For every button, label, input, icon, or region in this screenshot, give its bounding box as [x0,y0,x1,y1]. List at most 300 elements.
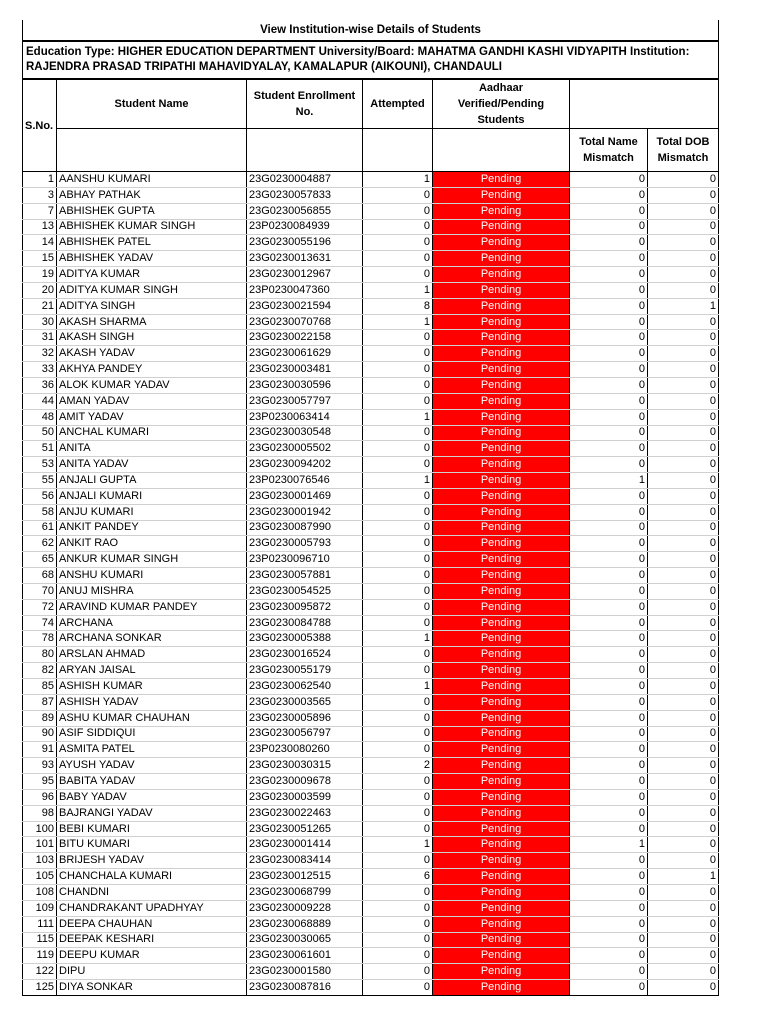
cell-sno: 98 [23,805,57,821]
cell-name-mismatch: 0 [570,647,648,663]
cell-student-name: ASHU KUMAR CHAUHAN [57,710,247,726]
cell-enrollment: 23G0230055179 [247,663,363,679]
cell-attempted: 0 [363,774,433,790]
table-row [23,267,719,283]
cell-sno: 70 [23,583,57,599]
table-row [23,837,719,853]
cell-name-mismatch: 0 [570,774,648,790]
cell-enrollment: 23G0230016524 [247,647,363,663]
cell-name-mismatch: 0 [570,980,648,996]
cell-dob-mismatch: 0 [648,504,719,520]
cell-attempted: 0 [363,663,433,679]
cell-enrollment: 23G0230057881 [247,568,363,584]
cell-attempted: 0 [363,583,433,599]
cell-sno: 55 [23,473,57,489]
table-row [23,805,719,821]
cell-sno: 19 [23,267,57,283]
cell-sno: 80 [23,647,57,663]
table-row [23,203,719,219]
cell-name-mismatch: 0 [570,457,648,473]
cell-student-name: ANKIT RAO [57,536,247,552]
cell-student-name: ANKUR KUMAR SINGH [57,552,247,568]
table-row [23,362,719,378]
cell-attempted: 0 [363,599,433,615]
cell-sno: 20 [23,282,57,298]
cell-name-mismatch: 0 [570,235,648,251]
status-badge: Pending [433,916,570,932]
cell-attempted: 1 [363,172,433,188]
header-blank-attempted [363,129,433,172]
status-badge: Pending [433,663,570,679]
cell-enrollment: 23G0230084788 [247,615,363,631]
cell-attempted: 0 [363,932,433,948]
cell-name-mismatch: 0 [570,758,648,774]
cell-attempted: 1 [363,473,433,489]
cell-dob-mismatch: 0 [648,964,719,980]
table-row [23,726,719,742]
cell-student-name: ASHISH YADAV [57,694,247,710]
cell-sno: 30 [23,314,57,330]
cell-student-name: BABITA YADAV [57,774,247,790]
cell-dob-mismatch: 0 [648,679,719,695]
cell-student-name: BABY YADAV [57,789,247,805]
cell-name-mismatch: 0 [570,172,648,188]
cell-attempted: 0 [363,330,433,346]
cell-enrollment: 23G0230012515 [247,869,363,885]
cell-name-mismatch: 0 [570,884,648,900]
table-row [23,504,719,520]
cell-attempted: 0 [363,916,433,932]
status-badge: Pending [433,488,570,504]
cell-name-mismatch: 0 [570,488,648,504]
cell-dob-mismatch: 0 [648,330,719,346]
status-badge: Pending [433,504,570,520]
cell-sno: 119 [23,948,57,964]
cell-enrollment: 23G0230030548 [247,425,363,441]
cell-sno: 103 [23,853,57,869]
cell-student-name: ABHISHEK KUMAR SINGH [57,219,247,235]
cell-attempted: 0 [363,884,433,900]
cell-sno: 14 [23,235,57,251]
cell-attempted: 0 [363,267,433,283]
cell-name-mismatch: 0 [570,932,648,948]
cell-attempted: 0 [363,726,433,742]
cell-student-name: CHANDRAKANT UPADHYAY [57,900,247,916]
table-row [23,409,719,425]
cell-enrollment: 23G0230001414 [247,837,363,853]
cell-dob-mismatch: 0 [648,520,719,536]
cell-attempted: 0 [363,980,433,996]
cell-name-mismatch: 0 [570,679,648,695]
cell-name-mismatch: 0 [570,663,648,679]
cell-student-name: ANJALI GUPTA [57,473,247,489]
cell-attempted: 1 [363,631,433,647]
cell-attempted: 0 [363,552,433,568]
cell-student-name: ARCHANA SONKAR [57,631,247,647]
header-blank-name [57,129,247,172]
student-table [22,20,719,996]
cell-attempted: 0 [363,853,433,869]
cell-attempted: 0 [363,203,433,219]
cell-name-mismatch: 0 [570,742,648,758]
cell-attempted: 0 [363,964,433,980]
table-row [23,552,719,568]
header-student-name: Student Name [57,79,247,129]
cell-student-name: ASIF SIDDIQUI [57,726,247,742]
table-row [23,346,719,362]
cell-attempted: 0 [363,377,433,393]
cell-dob-mismatch: 0 [648,457,719,473]
header-aadhaar: Aadhaar Verified/Pending Students [433,79,570,129]
table-row [23,377,719,393]
cell-attempted: 0 [363,393,433,409]
status-badge: Pending [433,172,570,188]
status-badge: Pending [433,298,570,314]
cell-attempted: 0 [363,346,433,362]
cell-attempted: 0 [363,694,433,710]
cell-dob-mismatch: 0 [648,710,719,726]
cell-enrollment: 23G0230055196 [247,235,363,251]
cell-sno: 74 [23,615,57,631]
status-badge: Pending [433,805,570,821]
cell-dob-mismatch: 0 [648,536,719,552]
cell-sno: 122 [23,964,57,980]
cell-attempted: 1 [363,679,433,695]
cell-attempted: 0 [363,504,433,520]
cell-attempted: 0 [363,536,433,552]
cell-name-mismatch: 0 [570,853,648,869]
cell-enrollment: 23G0230030315 [247,758,363,774]
cell-attempted: 0 [363,251,433,267]
cell-name-mismatch: 0 [570,536,648,552]
cell-dob-mismatch: 0 [648,837,719,853]
table-row [23,568,719,584]
cell-name-mismatch: 0 [570,789,648,805]
table-row [23,473,719,489]
cell-enrollment: 23G0230009678 [247,774,363,790]
table-row [23,488,719,504]
table-row [23,758,719,774]
table-row [23,457,719,473]
status-badge: Pending [433,425,570,441]
cell-sno: 7 [23,203,57,219]
cell-enrollment: 23G0230068889 [247,916,363,932]
status-badge: Pending [433,568,570,584]
cell-student-name: ANUJ MISHRA [57,583,247,599]
cell-sno: 1 [23,172,57,188]
cell-dob-mismatch: 0 [648,821,719,837]
cell-attempted: 0 [363,900,433,916]
cell-sno: 72 [23,599,57,615]
cell-enrollment: 23P0230047360 [247,282,363,298]
cell-sno: 82 [23,663,57,679]
cell-enrollment: 23G0230005793 [247,536,363,552]
cell-attempted: 0 [363,742,433,758]
cell-enrollment: 23G0230062540 [247,679,363,695]
cell-attempted: 0 [363,647,433,663]
header-sno: S.No. [23,79,57,172]
cell-student-name: ANSHU KUMARI [57,568,247,584]
table-row [23,282,719,298]
cell-sno: 78 [23,631,57,647]
cell-student-name: ASHISH KUMAR [57,679,247,695]
cell-name-mismatch: 0 [570,393,648,409]
cell-dob-mismatch: 0 [648,631,719,647]
cell-name-mismatch: 0 [570,948,648,964]
cell-dob-mismatch: 0 [648,267,719,283]
cell-name-mismatch: 0 [570,599,648,615]
status-badge: Pending [433,615,570,631]
cell-enrollment: 23G0230001469 [247,488,363,504]
cell-name-mismatch: 0 [570,520,648,536]
cell-name-mismatch: 0 [570,583,648,599]
cell-student-name: ARAVIND KUMAR PANDEY [57,599,247,615]
cell-name-mismatch: 0 [570,187,648,203]
cell-name-mismatch: 0 [570,425,648,441]
table-row [23,884,719,900]
cell-attempted: 0 [363,821,433,837]
cell-enrollment: 23G0230061629 [247,346,363,362]
cell-name-mismatch: 1 [570,837,648,853]
table-row [23,694,719,710]
cell-name-mismatch: 0 [570,377,648,393]
cell-name-mismatch: 0 [570,362,648,378]
status-badge: Pending [433,884,570,900]
cell-student-name: BITU KUMARI [57,837,247,853]
cell-name-mismatch: 1 [570,473,648,489]
status-badge: Pending [433,774,570,790]
header-blank-enrollment [247,129,363,172]
status-badge: Pending [433,837,570,853]
cell-enrollment: 23G0230094202 [247,457,363,473]
cell-enrollment: 23P0230063414 [247,409,363,425]
cell-student-name: DEEPU KUMAR [57,948,247,964]
cell-student-name: AKASH SHARMA [57,314,247,330]
cell-student-name: ARYAN JAISAL [57,663,247,679]
cell-sno: 56 [23,488,57,504]
cell-enrollment: 23G0230057797 [247,393,363,409]
cell-student-name: ASMITA PATEL [57,742,247,758]
status-badge: Pending [433,473,570,489]
cell-enrollment: 23G0230061601 [247,948,363,964]
cell-dob-mismatch: 0 [648,473,719,489]
cell-attempted: 0 [363,948,433,964]
cell-name-mismatch: 0 [570,631,648,647]
table-row [23,742,719,758]
cell-student-name: ALOK KUMAR YADAV [57,377,247,393]
cell-enrollment: 23G0230068799 [247,884,363,900]
cell-attempted: 6 [363,869,433,885]
cell-dob-mismatch: 0 [648,980,719,996]
cell-enrollment: 23G0230095872 [247,599,363,615]
header-enrollment: Student Enrollment No. [247,79,363,129]
cell-sno: 31 [23,330,57,346]
status-badge: Pending [433,948,570,964]
status-badge: Pending [433,314,570,330]
cell-sno: 111 [23,916,57,932]
cell-sno: 51 [23,441,57,457]
table-row [23,710,719,726]
status-badge: Pending [433,409,570,425]
cell-dob-mismatch: 0 [648,172,719,188]
cell-sno: 85 [23,679,57,695]
status-badge: Pending [433,457,570,473]
cell-dob-mismatch: 0 [648,251,719,267]
cell-sno: 61 [23,520,57,536]
cell-student-name: CHANDNI [57,884,247,900]
status-badge: Pending [433,441,570,457]
cell-attempted: 1 [363,409,433,425]
table-row [23,425,719,441]
cell-student-name: BEBI KUMARI [57,821,247,837]
cell-dob-mismatch: 0 [648,694,719,710]
cell-student-name: ANKIT PANDEY [57,520,247,536]
cell-name-mismatch: 0 [570,219,648,235]
cell-dob-mismatch: 0 [648,932,719,948]
cell-dob-mismatch: 0 [648,568,719,584]
status-badge: Pending [433,853,570,869]
cell-student-name: ABHISHEK GUPTA [57,203,247,219]
table-row [23,916,719,932]
cell-dob-mismatch: 0 [648,884,719,900]
cell-dob-mismatch: 0 [648,758,719,774]
cell-attempted: 0 [363,235,433,251]
table-row [23,869,719,885]
cell-dob-mismatch: 0 [648,583,719,599]
student-details-sheet [22,20,718,996]
cell-enrollment: 23G0230005388 [247,631,363,647]
status-badge: Pending [433,377,570,393]
status-badge: Pending [433,599,570,615]
cell-enrollment: 23G0230003481 [247,362,363,378]
cell-sno: 109 [23,900,57,916]
cell-dob-mismatch: 0 [648,314,719,330]
cell-student-name: ARSLAN AHMAD [57,647,247,663]
cell-student-name: AKHYA PANDEY [57,362,247,378]
cell-dob-mismatch: 0 [648,853,719,869]
cell-dob-mismatch: 0 [648,346,719,362]
cell-sno: 105 [23,869,57,885]
cell-enrollment: 23G0230003565 [247,694,363,710]
cell-student-name: DEEPAK KESHARI [57,932,247,948]
table-row [23,853,719,869]
cell-student-name: DEEPA CHAUHAN [57,916,247,932]
status-badge: Pending [433,520,570,536]
status-badge: Pending [433,631,570,647]
cell-attempted: 8 [363,298,433,314]
cell-sno: 93 [23,758,57,774]
table-row [23,821,719,837]
cell-name-mismatch: 0 [570,805,648,821]
cell-student-name: ANJALI KUMARI [57,488,247,504]
header-name-mismatch: Total Name Mismatch [570,129,648,172]
cell-dob-mismatch: 0 [648,647,719,663]
cell-enrollment: 23G0230051265 [247,821,363,837]
table-row [23,964,719,980]
status-badge: Pending [433,900,570,916]
cell-enrollment: 23G0230013631 [247,251,363,267]
cell-sno: 89 [23,710,57,726]
status-badge: Pending [433,679,570,695]
status-badge: Pending [433,710,570,726]
cell-enrollment: 23G0230021594 [247,298,363,314]
cell-name-mismatch: 0 [570,504,648,520]
status-badge: Pending [433,964,570,980]
cell-sno: 36 [23,377,57,393]
header-dob-mismatch: Total DOB Mismatch [648,129,719,172]
cell-name-mismatch: 0 [570,568,648,584]
cell-attempted: 1 [363,314,433,330]
cell-name-mismatch: 0 [570,409,648,425]
cell-student-name: ABHAY PATHAK [57,187,247,203]
cell-sno: 95 [23,774,57,790]
cell-name-mismatch: 0 [570,267,648,283]
cell-dob-mismatch: 0 [648,742,719,758]
status-badge: Pending [433,251,570,267]
table-row [23,789,719,805]
cell-sno: 33 [23,362,57,378]
table-row [23,219,719,235]
status-badge: Pending [433,583,570,599]
cell-enrollment: 23G0230083414 [247,853,363,869]
cell-name-mismatch: 0 [570,710,648,726]
status-badge: Pending [433,203,570,219]
cell-enrollment: 23G0230012967 [247,267,363,283]
cell-name-mismatch: 0 [570,282,648,298]
table-row [23,647,719,663]
table-row [23,172,719,188]
status-badge: Pending [433,980,570,996]
cell-student-name: BAJRANGI YADAV [57,805,247,821]
status-badge: Pending [433,932,570,948]
cell-attempted: 2 [363,758,433,774]
table-row [23,980,719,996]
header-blank [570,79,719,129]
cell-dob-mismatch: 0 [648,599,719,615]
cell-enrollment: 23G0230009228 [247,900,363,916]
status-badge: Pending [433,647,570,663]
cell-dob-mismatch: 0 [648,663,719,679]
cell-sno: 65 [23,552,57,568]
table-row [23,631,719,647]
table-row [23,774,719,790]
cell-name-mismatch: 0 [570,251,648,267]
table-row [23,235,719,251]
cell-dob-mismatch: 0 [648,235,719,251]
cell-attempted: 1 [363,282,433,298]
cell-name-mismatch: 0 [570,694,648,710]
cell-attempted: 0 [363,441,433,457]
cell-student-name: ADITYA KUMAR SINGH [57,282,247,298]
table-row [23,298,719,314]
status-badge: Pending [433,362,570,378]
cell-sno: 87 [23,694,57,710]
status-badge: Pending [433,267,570,283]
cell-sno: 21 [23,298,57,314]
cell-attempted: 1 [363,837,433,853]
cell-sno: 100 [23,821,57,837]
cell-name-mismatch: 0 [570,314,648,330]
table-row [23,393,719,409]
status-badge: Pending [433,789,570,805]
cell-dob-mismatch: 1 [648,869,719,885]
cell-dob-mismatch: 0 [648,916,719,932]
cell-sno: 50 [23,425,57,441]
cell-student-name: DIYA SONKAR [57,980,247,996]
cell-dob-mismatch: 0 [648,900,719,916]
cell-dob-mismatch: 0 [648,774,719,790]
cell-enrollment: 23G0230004887 [247,172,363,188]
